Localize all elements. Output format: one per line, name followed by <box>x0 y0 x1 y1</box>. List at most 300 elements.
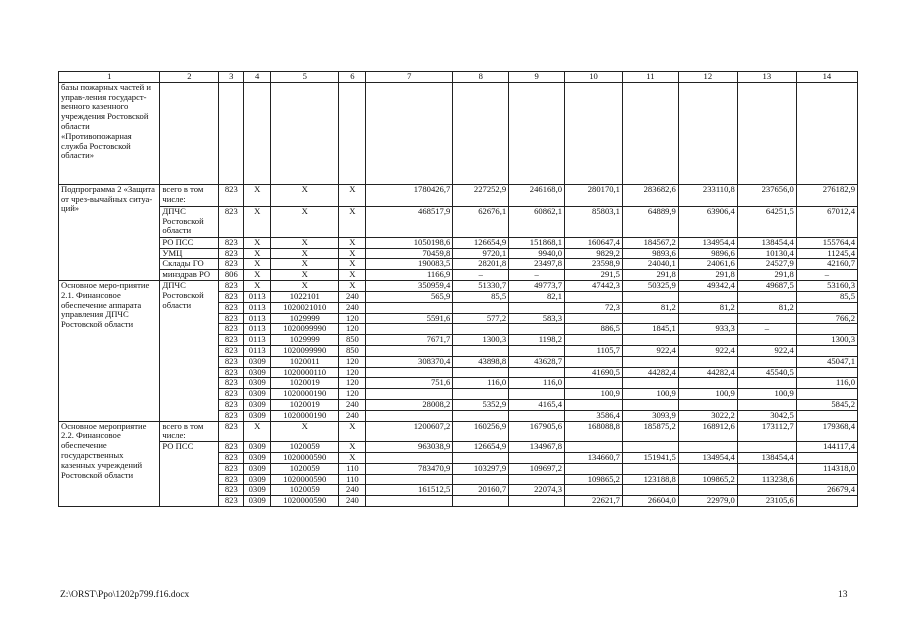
cell-col-5: Х <box>271 259 339 270</box>
cell-col-5 <box>271 82 339 184</box>
table-row <box>59 442 858 453</box>
cell-col-14 <box>796 324 857 335</box>
cell-col-6: 240 <box>339 302 366 313</box>
header-cell: 1 <box>59 72 160 83</box>
page-number: 13 <box>838 590 848 600</box>
cell-col-14: 67012,4 <box>796 206 857 237</box>
header-cell: 11 <box>622 72 678 83</box>
cell-col-10: 291,5 <box>565 270 623 281</box>
cell-col-12 <box>678 335 737 346</box>
header-cell: 7 <box>366 72 453 83</box>
cell-col-9: 246168,0 <box>509 184 565 206</box>
table-row <box>59 248 858 259</box>
cell-col-11: 64889,9 <box>622 206 678 237</box>
cell-col-8 <box>453 496 509 507</box>
table-row <box>59 237 858 248</box>
cell-col-10: 1105,7 <box>565 345 623 356</box>
cell-col-13 <box>737 291 796 302</box>
cell-col-14 <box>796 474 857 485</box>
table-row <box>59 421 858 442</box>
cell-col-10 <box>565 463 623 474</box>
cell-col-6: Х <box>339 421 366 442</box>
cell-col-3: 823 <box>219 463 244 474</box>
cell-col-11: 151941,5 <box>622 452 678 463</box>
cell-col-11: 50325,9 <box>622 280 678 291</box>
cell-col-5: Х <box>271 237 339 248</box>
cell-col-5: Х <box>271 280 339 291</box>
cell-col-13 <box>737 399 796 410</box>
cell-col-7: 783470,9 <box>366 463 453 474</box>
cell-col-4: 0309 <box>244 463 271 474</box>
cell-col-13: 138454,4 <box>737 452 796 463</box>
cell-col-14: – <box>796 270 857 281</box>
cell-col-2: минздрав РО <box>160 270 219 281</box>
cell-col-5: 1020099990 <box>271 345 339 356</box>
cell-col-6: 120 <box>339 313 366 324</box>
cell-col-9: 22074,3 <box>509 485 565 496</box>
cell-col-7: 161512,5 <box>366 485 453 496</box>
cell-col-4 <box>244 82 271 184</box>
cell-col-2: РО ПСС <box>160 237 219 248</box>
cell-col-9: 82,1 <box>509 291 565 302</box>
cell-col-14: 155764,4 <box>796 237 857 248</box>
cell-col-3: 823 <box>219 335 244 346</box>
cell-col-3: 823 <box>219 389 244 400</box>
cell-col-6: Х <box>339 452 366 463</box>
cell-col-3: 823 <box>219 280 244 291</box>
cell-col-13: 64251,5 <box>737 206 796 237</box>
cell-col-4: 0309 <box>244 474 271 485</box>
cell-col-7: 7671,7 <box>366 335 453 346</box>
cell-col-5: Х <box>271 248 339 259</box>
cell-col-6: Х <box>339 237 366 248</box>
cell-col-11: 291,8 <box>622 270 678 281</box>
cell-col-13: 173112,7 <box>737 421 796 442</box>
cell-col-3: 823 <box>219 237 244 248</box>
cell-col-11 <box>622 313 678 324</box>
cell-col-8 <box>453 410 509 421</box>
cell-col-6: 120 <box>339 367 366 378</box>
cell-col-4: 0113 <box>244 345 271 356</box>
cell-col-8: 126654,9 <box>453 442 509 453</box>
cell-col-3: 823 <box>219 474 244 485</box>
cell-col-8: 227252,9 <box>453 184 509 206</box>
cell-col-12: 44282,4 <box>678 367 737 378</box>
cell-col-3: 823 <box>219 248 244 259</box>
cell-col-10: 280170,1 <box>565 184 623 206</box>
cell-col-3: 823 <box>219 452 244 463</box>
cell-col-12: 109865,2 <box>678 474 737 485</box>
cell-col-13: 138454,4 <box>737 237 796 248</box>
cell-col-9: 583,3 <box>509 313 565 324</box>
cell-col-2: ДПЧС Ростовской области <box>160 206 219 237</box>
cell-col-7 <box>366 345 453 356</box>
cell-col-10 <box>565 442 623 453</box>
cell-col-10 <box>565 335 623 346</box>
cell-col-14 <box>796 82 857 184</box>
cell-col-3: 823 <box>219 410 244 421</box>
cell-col-6: Х <box>339 259 366 270</box>
cell-col-12: 9896,6 <box>678 248 737 259</box>
cell-col-9 <box>509 452 565 463</box>
cell-col-10: 109865,2 <box>565 474 623 485</box>
cell-col-9: 116,0 <box>509 378 565 389</box>
cell-col-4: Х <box>244 259 271 270</box>
cell-col-12 <box>678 356 737 367</box>
cell-col-9: 9940,0 <box>509 248 565 259</box>
cell-col-6: Х <box>339 280 366 291</box>
cell-col-13: 23105,6 <box>737 496 796 507</box>
cell-col-12: 49342,4 <box>678 280 737 291</box>
cell-col-9: 4165,4 <box>509 399 565 410</box>
cell-col-14 <box>796 496 857 507</box>
cell-col-5: 1029999 <box>271 313 339 324</box>
cell-col-8: 43898,8 <box>453 356 509 367</box>
cell-col-4: Х <box>244 237 271 248</box>
table-row <box>59 184 858 206</box>
cell-col-9 <box>509 496 565 507</box>
cell-col-8 <box>453 367 509 378</box>
cell-col-10: 41690,5 <box>565 367 623 378</box>
cell-col-8: 116,0 <box>453 378 509 389</box>
header-cell: 4 <box>244 72 271 83</box>
cell-col-10 <box>565 291 623 302</box>
cell-col-6: Х <box>339 442 366 453</box>
cell-col-12 <box>678 291 737 302</box>
cell-col-3: 823 <box>219 302 244 313</box>
cell-col-10: 72,3 <box>565 302 623 313</box>
cell-col-5: 1020099990 <box>271 324 339 335</box>
cell-col-8: 160256,9 <box>453 421 509 442</box>
cell-col-1: Основное мероприятие 2.2. Финансовое обеспечение государственных казенных учреждений Ростовской области <box>59 421 160 506</box>
cell-col-11: 44282,4 <box>622 367 678 378</box>
cell-col-3: 823 <box>219 367 244 378</box>
cell-col-3: 823 <box>219 313 244 324</box>
header-cell: 3 <box>219 72 244 83</box>
cell-col-12 <box>678 399 737 410</box>
cell-col-4: 0309 <box>244 485 271 496</box>
cell-col-10 <box>565 485 623 496</box>
cell-col-6: 120 <box>339 389 366 400</box>
cell-col-4: 0309 <box>244 452 271 463</box>
cell-col-3: 823 <box>219 496 244 507</box>
cell-col-6: 110 <box>339 474 366 485</box>
cell-col-8 <box>453 82 509 184</box>
cell-col-7 <box>366 474 453 485</box>
cell-col-6: 120 <box>339 378 366 389</box>
cell-col-12 <box>678 442 737 453</box>
cell-col-13 <box>737 463 796 474</box>
cell-col-12 <box>678 378 737 389</box>
header-cell: 10 <box>565 72 623 83</box>
cell-col-5: 1020000190 <box>271 389 339 400</box>
header-cell: 12 <box>678 72 737 83</box>
cell-col-4: Х <box>244 280 271 291</box>
cell-col-13 <box>737 356 796 367</box>
cell-col-4: 0309 <box>244 356 271 367</box>
table-row <box>59 82 858 184</box>
cell-col-7 <box>366 367 453 378</box>
cell-col-7: 468517,9 <box>366 206 453 237</box>
cell-col-7 <box>366 389 453 400</box>
cell-col-5: 1020011 <box>271 356 339 367</box>
cell-col-5: 1020059 <box>271 442 339 453</box>
cell-col-13: 291,8 <box>737 270 796 281</box>
column-number-row <box>59 72 858 83</box>
cell-col-13: 81,2 <box>737 302 796 313</box>
header-cell: 13 <box>737 72 796 83</box>
cell-col-12: 922,4 <box>678 345 737 356</box>
cell-col-12: 22979,0 <box>678 496 737 507</box>
cell-col-6 <box>339 82 366 184</box>
cell-col-10: 85803,1 <box>565 206 623 237</box>
cell-col-8: 1300,3 <box>453 335 509 346</box>
cell-col-14 <box>796 302 857 313</box>
cell-col-13: 10130,4 <box>737 248 796 259</box>
cell-col-8: 62676,1 <box>453 206 509 237</box>
cell-col-13 <box>737 82 796 184</box>
cell-col-14 <box>796 367 857 378</box>
cell-col-10: 3586,4 <box>565 410 623 421</box>
cell-col-13: 922,4 <box>737 345 796 356</box>
cell-col-13: 45540,5 <box>737 367 796 378</box>
cell-col-3: 823 <box>219 259 244 270</box>
cell-col-14: 116,0 <box>796 378 857 389</box>
cell-col-1: базы пожарных частей и управ-ления государст-венного казенного учреждения Ростовской области «Противопожарная служба Ростовской области» <box>59 82 160 184</box>
cell-col-14: 179368,4 <box>796 421 857 442</box>
cell-col-13: 49687,5 <box>737 280 796 291</box>
cell-col-12 <box>678 313 737 324</box>
cell-col-2: РО ПСС <box>160 442 219 507</box>
cell-col-13: 3042,5 <box>737 410 796 421</box>
cell-col-13: – <box>737 324 796 335</box>
cell-col-10: 22621,7 <box>565 496 623 507</box>
cell-col-7: 1780426,7 <box>366 184 453 206</box>
header-cell: 2 <box>160 72 219 83</box>
cell-col-7 <box>366 82 453 184</box>
table-row <box>59 270 858 281</box>
cell-col-9: 1198,2 <box>509 335 565 346</box>
cell-col-4: 0309 <box>244 442 271 453</box>
cell-col-4: 0113 <box>244 324 271 335</box>
cell-col-4: 0113 <box>244 302 271 313</box>
cell-col-11 <box>622 463 678 474</box>
table-row <box>59 280 858 291</box>
cell-col-13 <box>737 378 796 389</box>
cell-col-14: 45047,1 <box>796 356 857 367</box>
cell-col-5: 1020000590 <box>271 474 339 485</box>
cell-col-10: 9829,2 <box>565 248 623 259</box>
cell-col-9: – <box>509 270 565 281</box>
cell-col-4: Х <box>244 184 271 206</box>
cell-col-12: 134954,4 <box>678 452 737 463</box>
cell-col-4: 0309 <box>244 496 271 507</box>
cell-col-14: 766,2 <box>796 313 857 324</box>
cell-col-10 <box>565 399 623 410</box>
cell-col-11: 100,9 <box>622 389 678 400</box>
cell-col-5: 1029999 <box>271 335 339 346</box>
cell-col-11 <box>622 356 678 367</box>
cell-col-3: 806 <box>219 270 244 281</box>
cell-col-8 <box>453 452 509 463</box>
header-cell: 14 <box>796 72 857 83</box>
cell-col-8: 103297,9 <box>453 463 509 474</box>
cell-col-10 <box>565 378 623 389</box>
cell-col-7: 751,6 <box>366 378 453 389</box>
cell-col-4: 0309 <box>244 367 271 378</box>
cell-col-9: 167905,6 <box>509 421 565 442</box>
cell-col-6: 240 <box>339 485 366 496</box>
cell-col-3 <box>219 82 244 184</box>
cell-col-8: 85,5 <box>453 291 509 302</box>
budget-table <box>58 71 858 507</box>
cell-col-14 <box>796 410 857 421</box>
cell-col-6: Х <box>339 270 366 281</box>
cell-col-7: 28008,2 <box>366 399 453 410</box>
cell-col-1: Основное меро-приятие 2.1. Финансовое обеспечение аппарата управления ДПЧС Ростовской области <box>59 280 160 421</box>
cell-col-14: 5845,2 <box>796 399 857 410</box>
cell-col-3: 823 <box>219 324 244 335</box>
cell-col-12 <box>678 463 737 474</box>
cell-col-11: 24040,1 <box>622 259 678 270</box>
cell-col-8: 9720,1 <box>453 248 509 259</box>
cell-col-10: 47442,3 <box>565 280 623 291</box>
cell-col-5: 1020000110 <box>271 367 339 378</box>
cell-col-9 <box>509 367 565 378</box>
cell-col-4: 0309 <box>244 399 271 410</box>
cell-col-13 <box>737 442 796 453</box>
cell-col-11: 26604,0 <box>622 496 678 507</box>
cell-col-6: 120 <box>339 356 366 367</box>
cell-col-2: всего в том числе: <box>160 421 219 442</box>
cell-col-4: 0309 <box>244 378 271 389</box>
cell-col-3: 823 <box>219 184 244 206</box>
cell-col-14: 53160,3 <box>796 280 857 291</box>
header-cell: 8 <box>453 72 509 83</box>
cell-col-5: 1020059 <box>271 463 339 474</box>
cell-col-10: 168088,8 <box>565 421 623 442</box>
cell-col-5: 1020019 <box>271 399 339 410</box>
cell-col-10: 134660,7 <box>565 452 623 463</box>
cell-col-14 <box>796 389 857 400</box>
cell-col-8: 577,2 <box>453 313 509 324</box>
cell-col-14: 85,5 <box>796 291 857 302</box>
cell-col-3: 823 <box>219 442 244 453</box>
cell-col-12: 3022,2 <box>678 410 737 421</box>
cell-col-11 <box>622 291 678 302</box>
cell-col-12: 233110,8 <box>678 184 737 206</box>
cell-col-12: 134954,4 <box>678 237 737 248</box>
cell-col-3: 823 <box>219 485 244 496</box>
cell-col-14: 1300,3 <box>796 335 857 346</box>
cell-col-14 <box>796 345 857 356</box>
cell-col-7: 565,9 <box>366 291 453 302</box>
cell-col-6: 110 <box>339 463 366 474</box>
cell-col-11: 283682,6 <box>622 184 678 206</box>
cell-col-10 <box>565 313 623 324</box>
cell-col-5: 1022101 <box>271 291 339 302</box>
cell-col-3: 823 <box>219 356 244 367</box>
cell-col-10 <box>565 356 623 367</box>
cell-col-11 <box>622 485 678 496</box>
cell-col-9: 49773,7 <box>509 280 565 291</box>
cell-col-5: Х <box>271 270 339 281</box>
cell-col-10 <box>565 82 623 184</box>
cell-col-7 <box>366 324 453 335</box>
cell-col-4: Х <box>244 421 271 442</box>
cell-col-7: 1166,9 <box>366 270 453 281</box>
cell-col-13: 237656,0 <box>737 184 796 206</box>
cell-col-9: 109697,2 <box>509 463 565 474</box>
cell-col-12: 291,8 <box>678 270 737 281</box>
cell-col-7: 5591,6 <box>366 313 453 324</box>
cell-col-9 <box>509 474 565 485</box>
cell-col-9 <box>509 389 565 400</box>
cell-col-9 <box>509 302 565 313</box>
cell-col-8 <box>453 389 509 400</box>
cell-col-3: 823 <box>219 291 244 302</box>
cell-col-7 <box>366 302 453 313</box>
cell-col-6: Х <box>339 184 366 206</box>
cell-col-9 <box>509 324 565 335</box>
cell-col-12 <box>678 485 737 496</box>
cell-col-8 <box>453 302 509 313</box>
cell-col-9 <box>509 410 565 421</box>
cell-col-6: 850 <box>339 345 366 356</box>
cell-col-7: 1050198,6 <box>366 237 453 248</box>
cell-col-8: 126654,9 <box>453 237 509 248</box>
cell-col-7: 70459,8 <box>366 248 453 259</box>
cell-col-11: 9893,6 <box>622 248 678 259</box>
cell-col-14: 144117,4 <box>796 442 857 453</box>
cell-col-6: 240 <box>339 496 366 507</box>
cell-col-3: 823 <box>219 399 244 410</box>
cell-col-2: ДПЧС Ростовской области <box>160 280 219 421</box>
cell-col-4: Х <box>244 248 271 259</box>
cell-col-9: 60862,1 <box>509 206 565 237</box>
cell-col-4: Х <box>244 206 271 237</box>
cell-col-5: 1020059 <box>271 485 339 496</box>
cell-col-4: Х <box>244 270 271 281</box>
cell-col-11 <box>622 399 678 410</box>
cell-col-11: 185875,2 <box>622 421 678 442</box>
cell-col-2: УМЦ <box>160 248 219 259</box>
cell-col-8 <box>453 324 509 335</box>
header-cell: 9 <box>509 72 565 83</box>
cell-col-2: всего в том числе: <box>160 184 219 206</box>
cell-col-7: 190083,5 <box>366 259 453 270</box>
cell-col-7: 1200607,2 <box>366 421 453 442</box>
cell-col-8: – <box>453 270 509 281</box>
cell-col-9: 134967,8 <box>509 442 565 453</box>
cell-col-6: 240 <box>339 410 366 421</box>
cell-col-11: 1845,1 <box>622 324 678 335</box>
cell-col-13 <box>737 335 796 346</box>
cell-col-5: 1020000190 <box>271 410 339 421</box>
cell-col-12: 100,9 <box>678 389 737 400</box>
cell-col-5: 1020000590 <box>271 496 339 507</box>
cell-col-11: 922,4 <box>622 345 678 356</box>
cell-col-14: 114318,0 <box>796 463 857 474</box>
cell-col-6: Х <box>339 206 366 237</box>
cell-col-13: 100,9 <box>737 389 796 400</box>
cell-col-4: 0113 <box>244 291 271 302</box>
cell-col-13: 113238,6 <box>737 474 796 485</box>
cell-col-5: Х <box>271 206 339 237</box>
cell-col-13 <box>737 313 796 324</box>
cell-col-5: Х <box>271 184 339 206</box>
cell-col-5: 1020019 <box>271 378 339 389</box>
